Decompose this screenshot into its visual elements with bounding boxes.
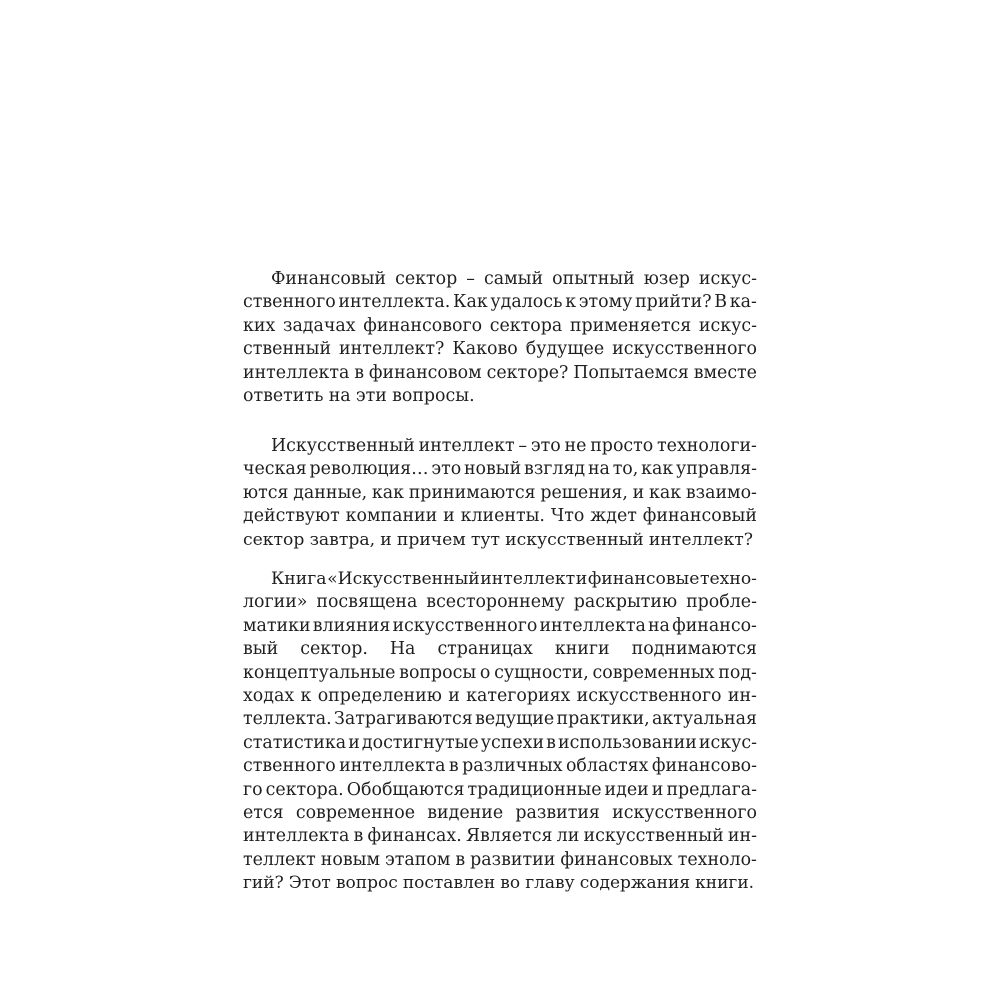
- text-line: теллект новым этапом в развитии финансовых техноло-: [243, 849, 757, 870]
- text-line: интеллекта в финансах. Является ли искусственный ин-: [243, 826, 757, 847]
- text-line: действуют компании и клиенты. Что ждет финансовый: [243, 506, 757, 527]
- text-line: ется современное видение развития искусственного: [243, 802, 757, 823]
- text-line: ственный интеллект? Каково будущее искусственного: [243, 339, 757, 360]
- text-line: ственного интеллекта в различных областях финансово-: [243, 756, 757, 777]
- text-line: го сектора. Обобщаются традиционные идеи и предлага-: [243, 779, 757, 800]
- text-line: вый сектор. На страницах книги поднимаются: [243, 639, 757, 660]
- text-line: ответить на эти вопросы.: [243, 385, 475, 406]
- text-line: ческая революция… это новый взгляд на то, как управля-: [243, 459, 757, 480]
- text-line: концептуальные вопросы о сущности, современных под-: [243, 662, 757, 683]
- text-line: Искусственный интеллект – это не просто технологи-: [271, 436, 757, 456]
- paragraph-2: [243, 435, 757, 552]
- text-line: матики влияния искусственного интеллекта на финансо-: [243, 615, 757, 636]
- page-body-text: [243, 268, 757, 894]
- text-line: ходах к определению и категориях искусственного ин-: [243, 685, 757, 706]
- text-line: теллекта. Затрагиваются ведущие практики, актуальная: [243, 709, 757, 730]
- text-line: ких задачах финансового сектора применяется искус-: [243, 315, 757, 336]
- text-line: Книга «Искусственный интеллект и финансовые техно-: [271, 569, 757, 589]
- text-line: Финансовый сектор – самый опытный юзер искус-: [271, 269, 757, 289]
- paragraph-1: [243, 268, 757, 408]
- text-line: интеллекта в финансовом секторе? Попытаемся вместе: [243, 362, 757, 383]
- text-line: сектор завтра, и причем тут искусственный интеллект?: [243, 529, 753, 550]
- text-line: ственного интеллекта. Как удалось к этому прийти? В ка-: [243, 292, 757, 313]
- text-line: гий? Этот вопрос поставлен во главу содержания книги.: [243, 873, 755, 894]
- text-line: логии» посвящена всестороннему раскрытию пробле-: [243, 592, 757, 613]
- text-line: статистика и достигнутые успехи в использовании искус-: [243, 732, 757, 753]
- paragraph-3: [243, 568, 757, 895]
- text-line: ются данные, как принимаются решения, и как взаимо-: [243, 482, 757, 503]
